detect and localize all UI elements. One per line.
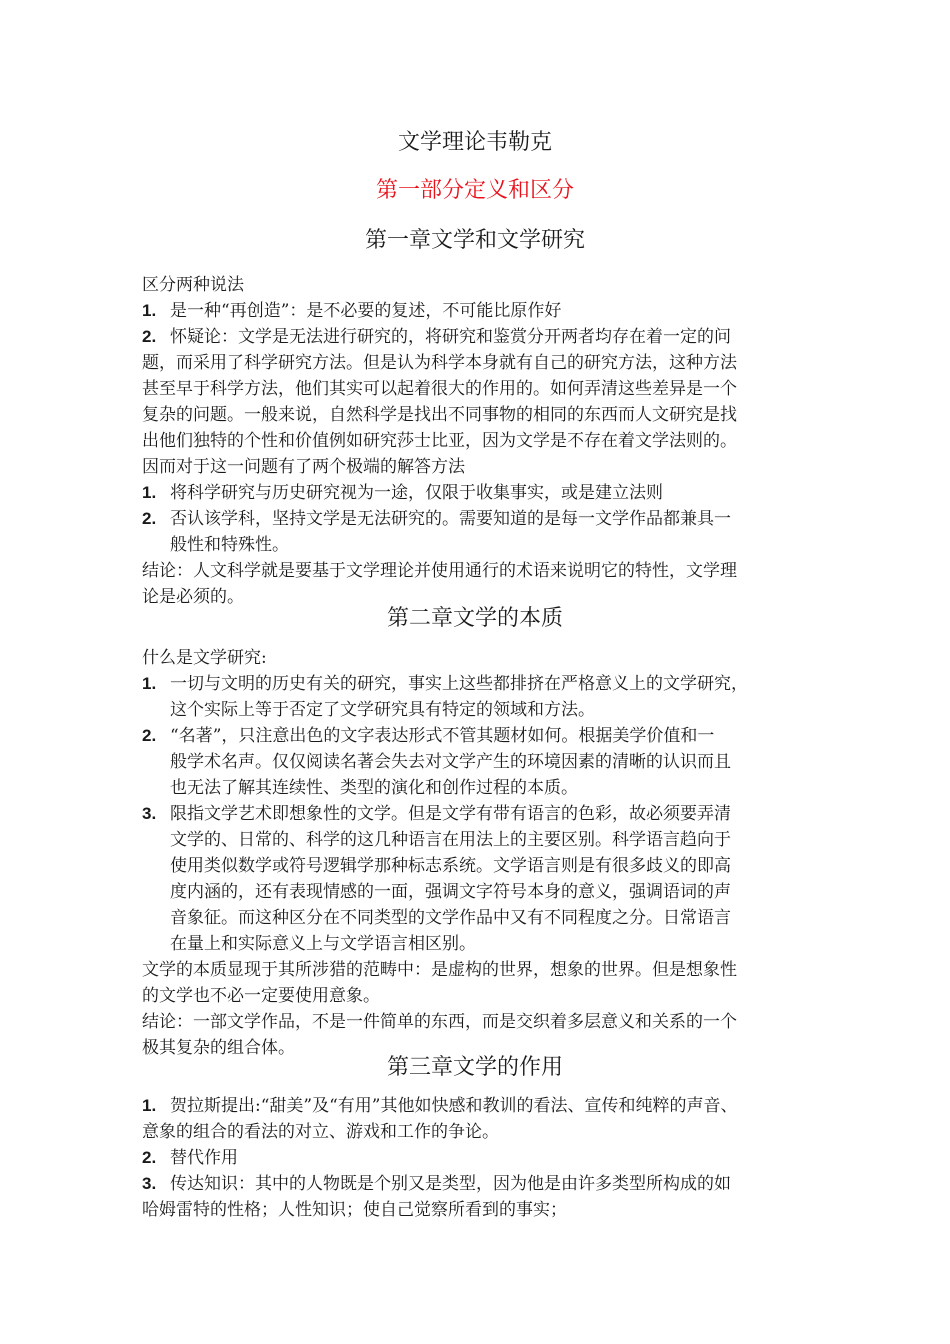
line-text: 论是必须的。 bbox=[142, 587, 244, 607]
line-text: 什么是文学研究: bbox=[142, 648, 267, 668]
text-line bbox=[142, 931, 842, 957]
text-line bbox=[142, 827, 842, 853]
text-line bbox=[142, 1009, 842, 1035]
line-text: 出他们独特的个性和价值例如研究莎士比亚，因为文学是不存在着文学法则的。 bbox=[142, 431, 737, 451]
line-text: 哈姆雷特的性格；人性知识；使自己觉察所看到的事实； bbox=[142, 1200, 567, 1220]
list-number: 2. bbox=[142, 509, 157, 528]
text-line bbox=[142, 324, 842, 350]
part-title: 第一部分定义和区分 bbox=[375, 178, 574, 203]
text-line bbox=[142, 428, 842, 454]
text-line bbox=[142, 1119, 842, 1145]
line-text: 限指文学艺术即想象性的文学。但是文学有带有语言的色彩，故必须要弄清 bbox=[170, 804, 731, 824]
line-text: 这个实际上等于否定了文学研究具有特定的领域和方法。 bbox=[170, 700, 595, 720]
line-text: 在量上和实际意义上与文学语言相区别。 bbox=[170, 934, 476, 954]
text-line bbox=[142, 697, 842, 723]
text-line bbox=[142, 879, 842, 905]
list-number: 1. bbox=[142, 1096, 157, 1115]
text-line bbox=[142, 376, 842, 402]
line-text: 文学的、日常的、科学的这几种语言在用法上的主要区别。科学语言趋向于 bbox=[170, 830, 731, 850]
text-line bbox=[142, 853, 842, 879]
text-line bbox=[142, 957, 842, 983]
text-line bbox=[142, 558, 842, 584]
line-text: 也无法了解其连续性、类型的演化和创作过程的本质。 bbox=[170, 778, 578, 798]
line-text: 般性和特殊性。 bbox=[170, 535, 289, 555]
text-line bbox=[142, 1145, 842, 1171]
text-line bbox=[142, 749, 842, 775]
text-line bbox=[142, 801, 842, 827]
document-title: 文学理论韦勒克 bbox=[397, 130, 552, 155]
text-line bbox=[142, 905, 842, 931]
chapter-1-heading: 第一章文学和文学研究 bbox=[364, 228, 585, 253]
line-text: 极其复杂的组合体。 bbox=[142, 1038, 295, 1058]
line-text: 贺拉斯提出:“甜美”及“有用”其他如快感和教训的看法、宣传和纯粹的声音、 bbox=[170, 1096, 738, 1116]
chapter-3-heading: 第三章文学的作用 bbox=[386, 1055, 563, 1080]
text-line bbox=[142, 272, 842, 298]
list-number: 2. bbox=[142, 726, 157, 745]
list-number: 1. bbox=[142, 483, 157, 502]
text-line bbox=[142, 1197, 842, 1223]
line-text: 替代作用 bbox=[170, 1148, 238, 1168]
chapter-2-body bbox=[142, 645, 842, 1061]
text-line bbox=[142, 532, 842, 558]
list-number: 1. bbox=[142, 301, 157, 320]
text-line bbox=[142, 350, 842, 376]
line-text: 文学的本质显现于其所涉猎的范畴中：是虚构的世界，想象的世界。但是想象性 bbox=[142, 960, 737, 980]
chapter-2-heading: 第二章文学的本质 bbox=[386, 606, 563, 631]
line-text: 结论：一部文学作品，不是一件简单的东西，而是交织着多层意义和关系的一个 bbox=[142, 1012, 737, 1032]
text-line bbox=[142, 1171, 842, 1197]
line-text: 使用类似数学或符号逻辑学那种标志系统。文学语言则是有很多歧义的即高 bbox=[170, 856, 731, 876]
line-text: 传达知识：其中的人物既是个别又是类型，因为他是由许多类型所构成的如 bbox=[170, 1174, 731, 1194]
chapter-1-body bbox=[142, 272, 842, 610]
line-text: 否认该学科，坚持文学是无法研究的。需要知道的是每一文学作品都兼具一 bbox=[170, 509, 731, 529]
text-line bbox=[142, 480, 842, 506]
line-text: 将科学研究与历史研究视为一途，仅限于收集事实，或是建立法则 bbox=[170, 483, 663, 503]
text-line bbox=[142, 402, 842, 428]
line-text: “名著”，只注意出色的文字表达形式不管其题材如何。根据美学价值和一 bbox=[170, 726, 715, 746]
text-line bbox=[142, 1093, 842, 1119]
line-text: 一切与文明的历史有关的研究，事实上这些都排挤在严格意义上的文学研究， bbox=[170, 674, 748, 694]
list-number: 3. bbox=[142, 804, 157, 823]
line-text: 区分两种说法 bbox=[142, 275, 244, 295]
line-text: 结论：人文科学就是要基于文学理论并使用通行的术语来说明它的特性，文学理 bbox=[142, 561, 737, 581]
line-text: 甚至早于科学方法，他们其实可以起着很大的作用的。如何弄清这些差异是一个 bbox=[142, 379, 737, 399]
text-line bbox=[142, 298, 842, 324]
text-line bbox=[142, 775, 842, 801]
chapter-3-body bbox=[142, 1093, 842, 1223]
line-text: 般学术名声。仅仅阅读名著会失去对文学产生的环境因素的清晰的认识而且 bbox=[170, 752, 731, 772]
line-text: 题，而采用了科学研究方法。但是认为科学本身就有自己的研究方法，这种方法 bbox=[142, 353, 737, 373]
text-line bbox=[142, 983, 842, 1009]
line-text: 因而对于这一问题有了两个极端的解答方法 bbox=[142, 457, 465, 477]
list-number: 3. bbox=[142, 1174, 157, 1193]
text-line bbox=[142, 671, 842, 697]
line-text: 音象征。而这种区分在不同类型的文学作品中又有不同程度之分。日常语言 bbox=[170, 908, 731, 928]
text-line bbox=[142, 723, 842, 749]
line-text: 意象的组合的看法的对立、游戏和工作的争论。 bbox=[142, 1122, 499, 1142]
text-line bbox=[142, 645, 842, 671]
list-number: 2. bbox=[142, 327, 157, 346]
line-text: 怀疑论：文学是无法进行研究的，将研究和鉴赏分开两者均存在着一定的问 bbox=[170, 327, 731, 347]
list-number: 1. bbox=[142, 674, 157, 693]
line-text: 是一种“再创造”：是不必要的复述，不可能比原作好 bbox=[170, 301, 562, 321]
line-text: 的文学也不必一定要使用意象。 bbox=[142, 986, 380, 1006]
text-line bbox=[142, 454, 842, 480]
line-text: 度内涵的，还有表现情感的一面，强调文字符号本身的意义，强调语词的声 bbox=[170, 882, 731, 902]
line-text: 复杂的问题。一般来说，自然科学是找出不同事物的相同的东西而人文研究是找 bbox=[142, 405, 737, 425]
text-line bbox=[142, 506, 842, 532]
list-number: 2. bbox=[142, 1148, 157, 1167]
